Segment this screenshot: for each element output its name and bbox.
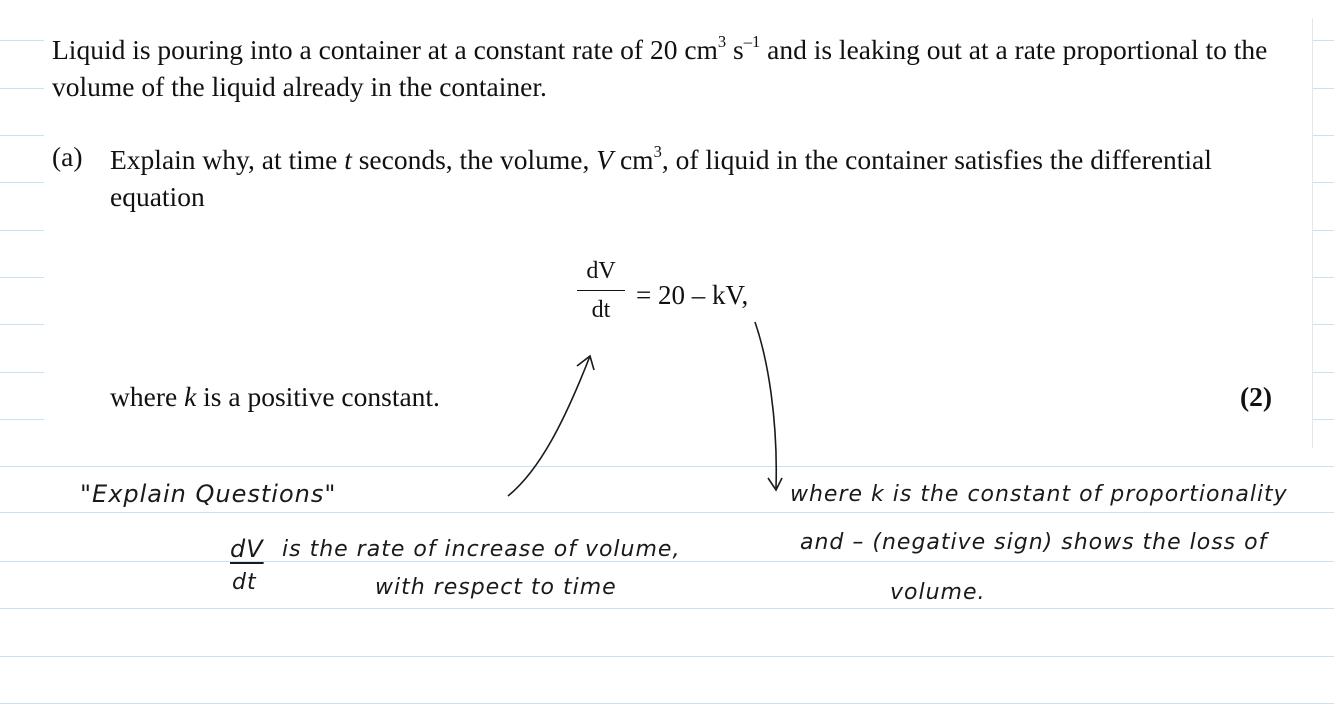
marks-label: (2) — [1240, 381, 1273, 412]
intro-text: s — [726, 34, 744, 65]
part-label: (a) — [52, 141, 83, 172]
where-text: is a positive constant. — [196, 381, 440, 412]
note-right-1: where k is the constant of proportionality — [790, 482, 1288, 507]
cube-superscript: 3 — [717, 32, 727, 52]
equation-denominator: dt — [591, 297, 611, 324]
variable-t: t — [344, 144, 352, 175]
note-heading: "Explain Questions" — [80, 480, 337, 508]
variable-k: k — [184, 381, 197, 412]
part-text: , of liquid in the container satisfies the differential equation — [110, 144, 1212, 212]
variable-v: V — [596, 144, 614, 175]
note-dv: dV — [230, 535, 264, 563]
equation-numerator: dV — [586, 258, 616, 284]
equation-rhs: = 20 – kV, — [636, 280, 749, 310]
part-text: Explain why, at time — [110, 144, 345, 175]
arrow-to-k — [755, 322, 776, 488]
part-text: seconds, the volume, — [351, 144, 597, 175]
arrowhead-icon — [768, 478, 782, 490]
note-right-2: and – (negative sign) shows the loss of — [800, 530, 1268, 555]
where-text: where — [110, 381, 185, 412]
note-right-3: volume. — [890, 580, 986, 605]
intro-text: and is leaking out at a rate proportional to the volume of the liquid already in the container. — [52, 34, 1268, 102]
note-line-2: with respect to time — [375, 575, 617, 600]
part-text: cm — [613, 144, 654, 175]
cube-superscript: 3 — [653, 142, 662, 162]
note-line-1: is the rate of increase of volume, — [282, 537, 681, 562]
note-dt: dt — [232, 570, 257, 595]
arrow-to-derivative — [508, 356, 590, 496]
inverse-superscript: –1 — [743, 32, 761, 52]
intro-text: Liquid is pouring into a container at a constant rate of 20 cm — [52, 34, 718, 65]
